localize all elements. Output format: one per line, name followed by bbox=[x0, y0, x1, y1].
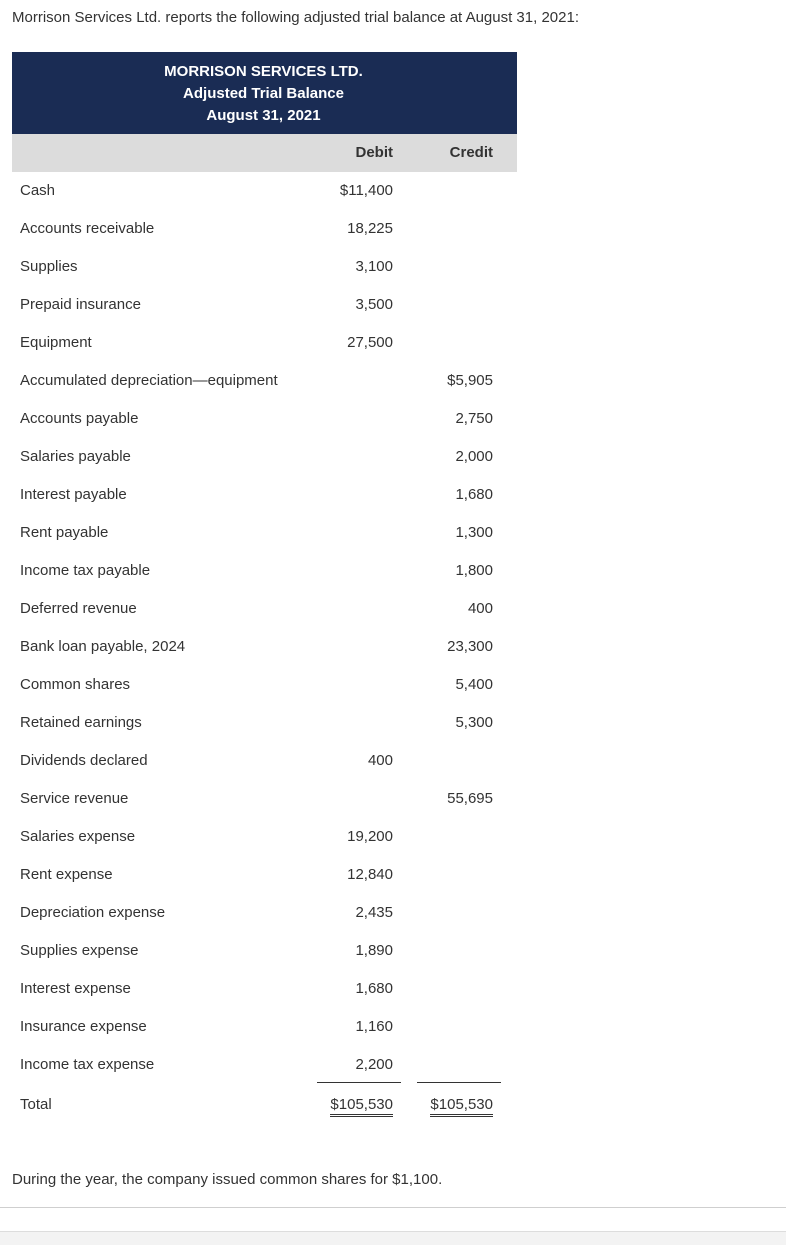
account-name: Dividends declared bbox=[20, 752, 148, 769]
debit-amount: 27,500 bbox=[347, 334, 393, 351]
table-row bbox=[12, 742, 517, 780]
table-row bbox=[12, 362, 517, 400]
credit-amount: 55,695 bbox=[447, 790, 493, 807]
credit-amount: 1,800 bbox=[455, 562, 493, 579]
credit-amount: 1,680 bbox=[455, 486, 493, 503]
account-name: Salaries payable bbox=[20, 448, 131, 465]
total-row bbox=[12, 1084, 517, 1124]
total-credit: $105,530 bbox=[430, 1096, 493, 1117]
credit-amount: 2,750 bbox=[455, 410, 493, 427]
debit-column-header: Debit bbox=[355, 144, 393, 161]
debit-amount: 1,680 bbox=[355, 980, 393, 997]
debit-amount: 2,200 bbox=[355, 1056, 393, 1073]
credit-sum-rule bbox=[417, 1082, 501, 1083]
intro-text: Morrison Services Ltd. reports the following adjusted trial balance at August 31, 2021: bbox=[12, 9, 579, 26]
account-name: Accumulated depreciation—equipment bbox=[20, 372, 278, 389]
account-name: Bank loan payable, 2024 bbox=[20, 638, 186, 655]
table-row bbox=[12, 628, 517, 666]
table-row bbox=[12, 324, 517, 362]
table-row bbox=[12, 400, 517, 438]
credit-amount: 5,300 bbox=[455, 714, 493, 731]
debit-amount: $11,400 bbox=[339, 182, 393, 199]
table-row bbox=[12, 438, 517, 476]
table-row bbox=[12, 286, 517, 324]
debit-amount: 2,435 bbox=[355, 904, 393, 921]
account-name: Rent payable bbox=[20, 524, 109, 541]
table-row bbox=[12, 476, 517, 514]
account-name: Income tax payable bbox=[20, 562, 151, 579]
table-row bbox=[12, 780, 517, 818]
table-row bbox=[12, 894, 517, 932]
table-row bbox=[12, 1008, 517, 1046]
table-row bbox=[12, 210, 517, 248]
credit-amount: 400 bbox=[467, 600, 493, 617]
account-name: Interest payable bbox=[20, 486, 127, 503]
account-name: Common shares bbox=[20, 676, 131, 693]
table-row bbox=[12, 818, 517, 856]
account-name: Service revenue bbox=[20, 790, 129, 807]
account-name: Retained earnings bbox=[20, 714, 142, 731]
account-name: Supplies bbox=[20, 258, 78, 275]
table-row bbox=[12, 970, 517, 1008]
account-name: Supplies expense bbox=[20, 942, 139, 959]
account-name: Deferred revenue bbox=[20, 600, 137, 617]
account-name: Insurance expense bbox=[20, 1018, 147, 1035]
debit-sum-rule bbox=[317, 1082, 401, 1083]
debit-amount: 3,100 bbox=[355, 258, 393, 275]
total-debit: $105,530 bbox=[330, 1096, 393, 1117]
debit-amount: 1,160 bbox=[355, 1018, 393, 1035]
debit-amount: 1,890 bbox=[355, 942, 393, 959]
divider bbox=[0, 1207, 786, 1208]
account-name: Interest expense bbox=[20, 980, 131, 997]
account-name: Depreciation expense bbox=[20, 904, 166, 921]
account-name: Prepaid insurance bbox=[20, 296, 141, 313]
credit-amount: 5,400 bbox=[455, 676, 493, 693]
account-name: Cash bbox=[20, 182, 56, 199]
table-row bbox=[12, 248, 517, 286]
table-header bbox=[12, 52, 517, 134]
table-row bbox=[12, 704, 517, 742]
trial-balance-table bbox=[12, 52, 517, 1124]
account-name: Rent expense bbox=[20, 866, 113, 883]
credit-amount: 2,000 bbox=[455, 448, 493, 465]
account-name: Accounts payable bbox=[20, 410, 139, 427]
credit-amount: $5,905 bbox=[447, 372, 493, 389]
statement-date: August 31, 2021 bbox=[206, 107, 321, 124]
debit-amount: 3,500 bbox=[355, 296, 393, 313]
debit-amount: 400 bbox=[367, 752, 393, 769]
bottom-panel bbox=[0, 1231, 786, 1245]
table-row bbox=[12, 932, 517, 970]
statement-title: Adjusted Trial Balance bbox=[183, 85, 344, 102]
table-row bbox=[12, 552, 517, 590]
account-name: Income tax expense bbox=[20, 1056, 155, 1073]
debit-amount: 18,225 bbox=[347, 220, 393, 237]
footer-note: During the year, the company issued common shares for $1,100. bbox=[12, 1171, 443, 1188]
table-row bbox=[12, 856, 517, 894]
table-row bbox=[12, 514, 517, 552]
account-name: Accounts receivable bbox=[20, 220, 155, 237]
credit-column-header: Credit bbox=[449, 144, 493, 161]
company-name: MORRISON SERVICES LTD. bbox=[164, 63, 363, 80]
debit-amount: 12,840 bbox=[347, 866, 393, 883]
total-label: Total bbox=[20, 1096, 52, 1113]
debit-amount: 19,200 bbox=[347, 828, 393, 845]
column-headers bbox=[12, 134, 517, 172]
credit-amount: 1,300 bbox=[455, 524, 493, 541]
credit-amount: 23,300 bbox=[447, 638, 493, 655]
table-row bbox=[12, 1046, 517, 1084]
table-row bbox=[12, 666, 517, 704]
account-rows bbox=[12, 172, 517, 1084]
account-name: Salaries expense bbox=[20, 828, 136, 845]
table-row bbox=[12, 590, 517, 628]
table-row bbox=[12, 172, 517, 210]
account-name: Equipment bbox=[20, 334, 92, 351]
